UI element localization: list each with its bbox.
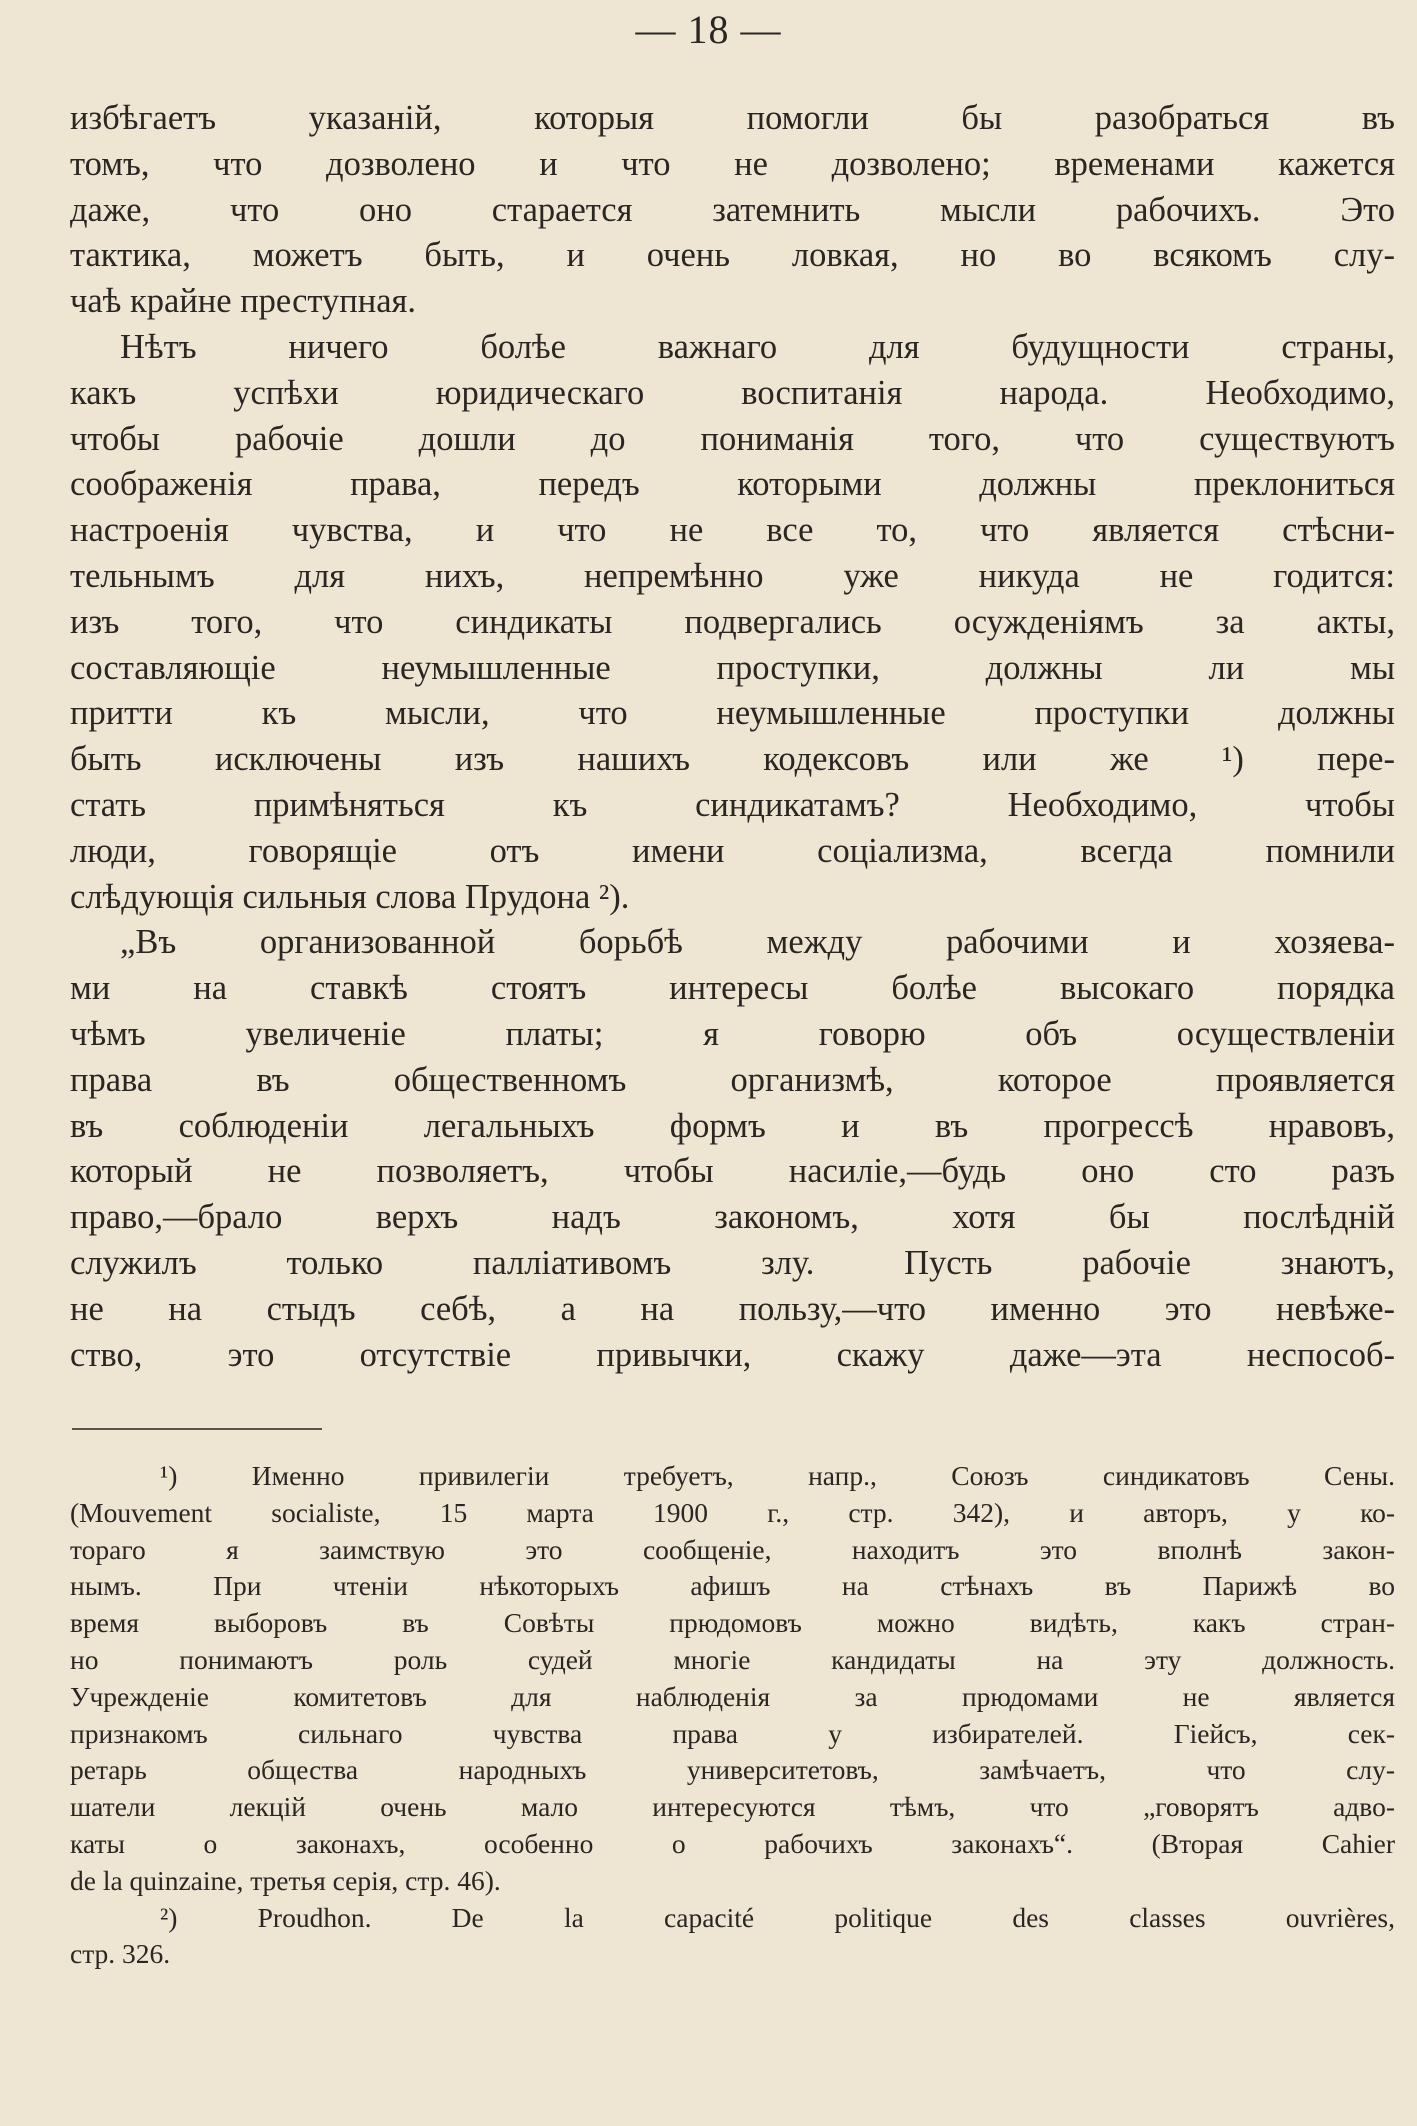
text-line: стать примѣняться къ синдикатамъ? Необходимо, чтобы bbox=[70, 785, 1395, 824]
body-text bbox=[70, 96, 1395, 1378]
text-line: „Въ организованной борьбѣ между рабочими и хозяева- bbox=[120, 923, 1395, 962]
text-line: даже, что оно старается затемнить мысли рабочихъ. Это bbox=[70, 190, 1395, 229]
footnote-line: стр. 326. bbox=[70, 1938, 171, 1970]
footnote-line: каты о законахъ, особенно о рабочихъ законахъ“. (Вторая Cahier bbox=[70, 1827, 1395, 1859]
page-number: — 18 — bbox=[635, 7, 782, 52]
footnote-line: шатели лекцій очень мало интересуются тѣмъ, что „говорятъ адво- bbox=[70, 1791, 1395, 1823]
footnote-line: время выборовъ въ Совѣты прюдомовъ можно видѣть, какъ стран- bbox=[70, 1607, 1395, 1639]
text-line: составляющіе неумышленные проступки, должны ли мы bbox=[70, 648, 1395, 687]
footnote-line: тораго я заимствую это сообщеніе, находитъ это вполнѣ закон- bbox=[70, 1533, 1395, 1565]
text-line: ство, это отсутствіе привычки, скажу даже—эта неспособ- bbox=[70, 1335, 1395, 1374]
footnote-line: de la quinzaine, третья серія, стр. 46). bbox=[70, 1864, 501, 1896]
footnotes bbox=[70, 1458, 1395, 1973]
text-line: въ соблюденіи легальныхъ формъ и въ прогрессѣ нравовъ, bbox=[70, 1106, 1395, 1145]
text-line: чтобы рабочіе дошли до пониманія того, что существуютъ bbox=[70, 419, 1395, 458]
footnote-line: ретарь общества народныхъ университетовъ, замѣчаетъ, что слу- bbox=[70, 1754, 1395, 1786]
text-line: чѣмъ увеличеніе платы; я говорю объ осуществленіи bbox=[70, 1014, 1395, 1053]
text-line: какъ успѣхи юридическаго воспитанія народа. Необходимо, bbox=[70, 373, 1395, 412]
text-line: не на стыдъ себѣ, а на пользу,—что именно это невѣже- bbox=[70, 1289, 1395, 1328]
text-line: слѣдующія сильныя слова Прудона ²). bbox=[70, 877, 630, 916]
text-line: чаѣ крайне преступная. bbox=[70, 282, 417, 321]
footnote-line: признакомъ сильнаго чувства права у избирателей. Гіейсъ, сек- bbox=[70, 1717, 1395, 1749]
footnote-line: нымъ. При чтеніи нѣкоторыхъ афишъ на стѣнахъ въ Парижѣ во bbox=[70, 1570, 1395, 1602]
footnote-line: (Mouvement socialiste, 15 марта 1900 г., стр. 342), и авторъ, у ко- bbox=[70, 1496, 1395, 1528]
text-line: права въ общественномъ организмѣ, которое проявляется bbox=[70, 1060, 1395, 1099]
text-line: быть исключены изъ нашихъ кодексовъ или же ¹) пере- bbox=[70, 740, 1395, 779]
text-line: тактика, можетъ быть, и очень ловкая, но во всякомъ слу- bbox=[70, 236, 1395, 275]
footnote-line: ²) Proudhon. De la capacité politique des classes ouvrières, bbox=[160, 1901, 1395, 1933]
footnote-divider bbox=[72, 1428, 322, 1430]
text-line: изъ того, что синдикаты подвергались осужденіямъ за акты, bbox=[70, 602, 1395, 641]
text-line: который не позволяетъ, чтобы насиліе,—будь оно сто разъ bbox=[70, 1152, 1395, 1191]
text-line: избѣгаетъ указаній, которыя помогли бы разобраться въ bbox=[70, 99, 1395, 137]
footnote-line: ¹) Именно привилегіи требуетъ, напр., Союзъ синдикатовъ Сены. bbox=[160, 1460, 1395, 1491]
text-line: томъ, что дозволено и что не дозволено; временами кажется bbox=[70, 144, 1395, 183]
text-line: тельнымъ для нихъ, непремѣнно уже никуда не годится: bbox=[70, 556, 1395, 595]
text-line: служилъ только палліативомъ злу. Пусть рабочіе знаютъ, bbox=[70, 1243, 1395, 1282]
text-line: ми на ставкѣ стоятъ интересы болѣе высокаго порядка bbox=[70, 969, 1395, 1008]
text-line: соображенія права, передъ которыми должны преклониться bbox=[70, 465, 1395, 504]
footnote-line: но понимаютъ роль судей многіе кандидаты на эту должность. bbox=[70, 1643, 1395, 1675]
text-line: право,—брало верхъ надъ закономъ, хотя бы послѣдній bbox=[70, 1198, 1395, 1237]
text-line: настроенія чувства, и что не все то, что является стѣсни- bbox=[70, 511, 1395, 550]
footnote-line: Учрежденіе комитетовъ для наблюденія за прюдомами не является bbox=[70, 1680, 1395, 1712]
text-line: притти къ мысли, что неумышленные проступки должны bbox=[70, 694, 1395, 733]
text-line: Нѣтъ ничего болѣе важнаго для будущности страны, bbox=[120, 327, 1395, 366]
text-line: люди, говорящіе отъ имени соціализма, всегда помнили bbox=[70, 831, 1395, 870]
